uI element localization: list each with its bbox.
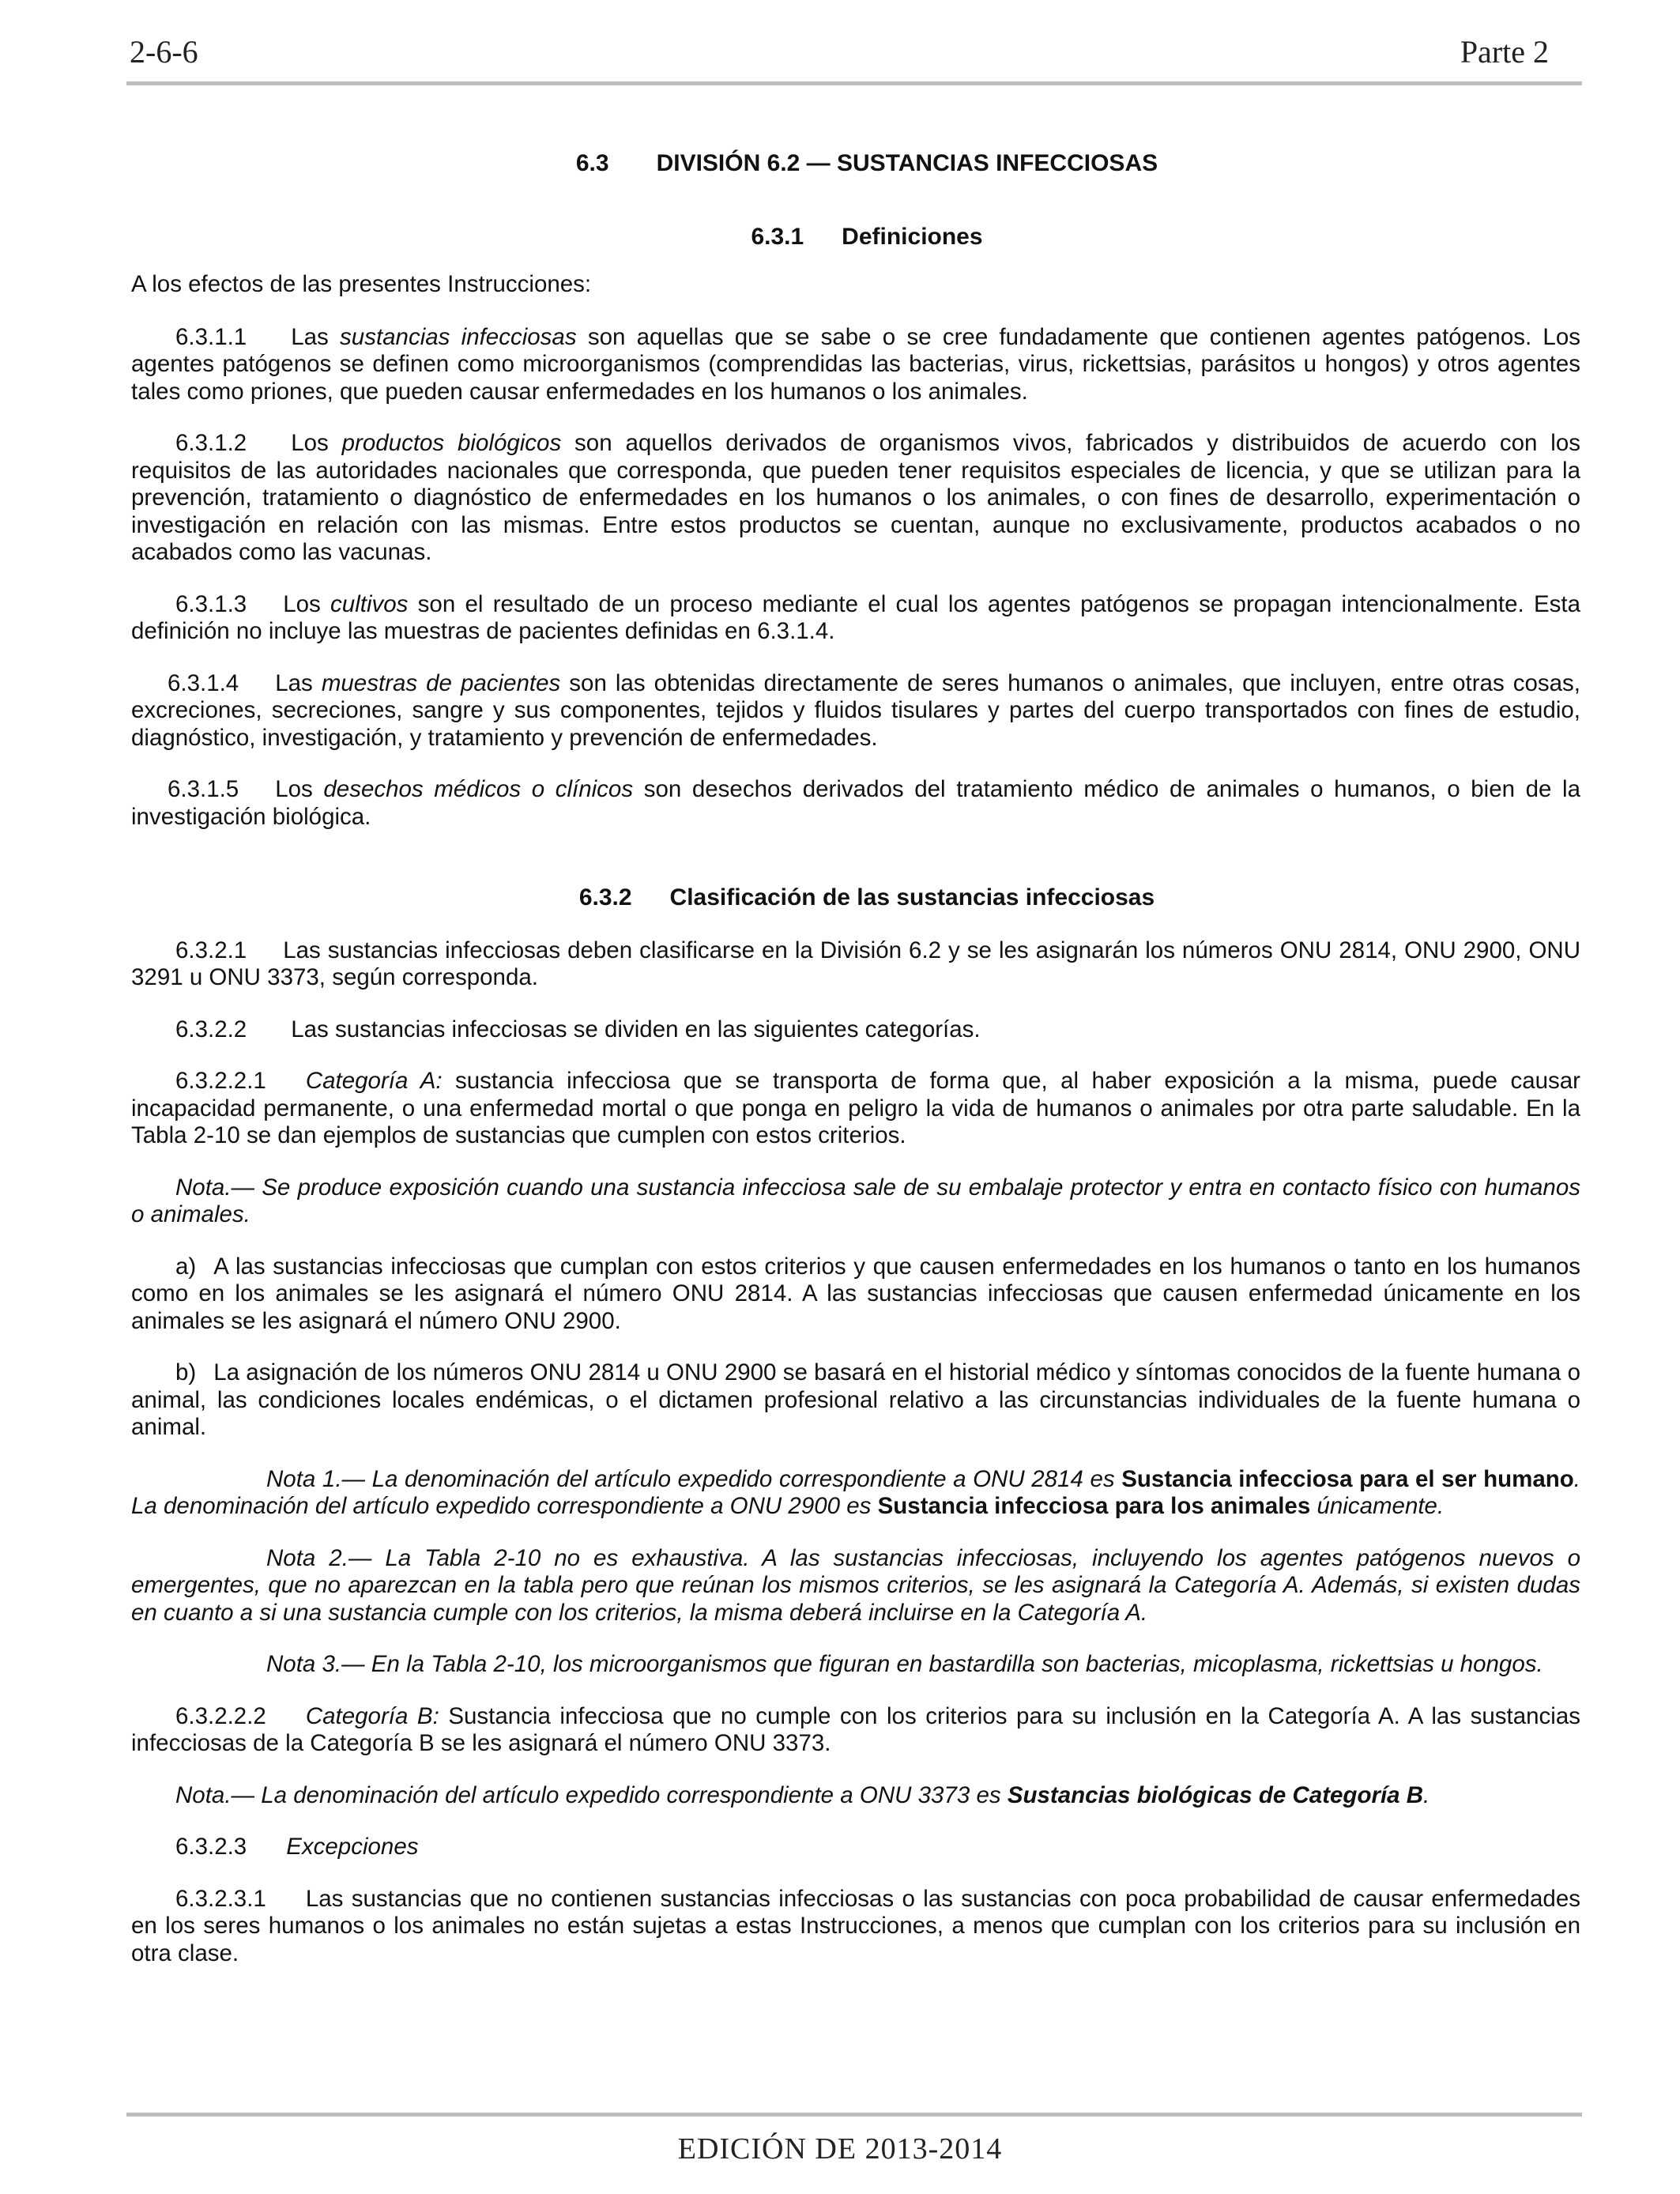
paragraph-number: 6.3.2.3.1 (175, 1885, 266, 1912)
note-3: Nota 3.— En la Tabla 2-10, los microorganismos que figuran en bastardilla son bacterias, micoplasma, rickettsias u hongos. (266, 1651, 1543, 1677)
defined-term: desechos médicos o clínicos (323, 776, 634, 802)
paragraph-text: son aquellos derivados de organismos vivos, fabricados y distribuidos de acuerdo con los requisitos de las autoridades nacionales que corresponda, que pueden tener requisitos especiales de licencia, y que se utilizan para la prevención, tratamiento o diagnóstico de enfermedades en los humanos o los animales, o con fines de desarrollo, experimentación o investigación en relación con las mismas. Entre estos productos se cuentan, aunque no exclusivamente, productos acabados o no acabados como las vacunas. (131, 430, 1580, 565)
paragraph-text: Las sustancias infecciosas deben clasificarse en la División 6.2 y se les asignarán los números ONU 2814, ONU 2900, ONU 3291 u ONU 3373, según corresponda. (131, 937, 1580, 990)
paragraph-text: Las sustancias infecciosas se dividen en las siguientes categorías. (291, 1016, 981, 1042)
paragraph-6-3-1-5 (131, 776, 1580, 831)
paragraph-number: 6.3.1.1 (175, 323, 247, 350)
note-category-b (131, 1782, 1580, 1810)
paragraph-number: 6.3.2.1 (175, 937, 247, 963)
paragraph-text: Sustancia infecciosa que no cumple con los criterios para su inclusión en la Categoría A. A las sustancias infecciosas de la Categoría B se les asignará el número ONU 3373. (131, 1702, 1580, 1756)
list-text: La asignación de los números ONU 2814 u ONU 2900 se basará en el historial médico y síntomas conocidos de la fuente humana o animal, las condiciones locales endémicas, o el dictamen profesional relativo a las circunstancias individuales de la fuente humana o animal. (131, 1359, 1580, 1440)
list-item-a (131, 1253, 1580, 1336)
paragraph-number: 6.3.1.5 (168, 776, 239, 802)
paragraph-6-3-1-2 (131, 430, 1580, 567)
note-text: . La denominación del artículo expedido correspondiente a ONU 2900 es (131, 1465, 1580, 1519)
note-text: únicamente. (1310, 1493, 1445, 1519)
paragraph-6-3-2-2-2 (131, 1703, 1580, 1758)
paragraph-number: 6.3.2.2.2 (175, 1702, 266, 1729)
paragraph-number: 6.3.2.2 (175, 1016, 247, 1042)
paragraph-6-3-2-2 (131, 1016, 1580, 1044)
subsection-number: 6.3.2 (578, 884, 632, 910)
intro-paragraph: A los efectos de las presentes Instrucciones: (131, 271, 592, 297)
paragraph-number: 6.3.1.4 (168, 669, 239, 696)
paragraph-6-3-1-1 (131, 324, 1580, 406)
paragraph-text: Las sustancias que no contienen sustancias infecciosas o las sustancias con poca probabilidad de causar enfermedades en los seres humanos o los animales no están sujetas a estas Instrucciones, a menos que cumplan con los criterios para su inclusión en otra clase. (131, 1885, 1580, 1966)
paragraph-6-3-2-3 (131, 1834, 1580, 1861)
paragraph-6-3-2-1 (131, 937, 1580, 992)
paragraph-6-3-1-4 (131, 670, 1580, 752)
subsection-number: 6.3.1 (751, 223, 804, 250)
header-rule (126, 81, 1582, 85)
defined-term: productos biológicos (341, 430, 562, 456)
paragraph-number: 6.3.1.3 (175, 590, 247, 617)
shipping-name: Sustancia infecciosa para el ser humano (1121, 1465, 1574, 1492)
section-heading (131, 150, 1580, 178)
paragraph-text: Las (275, 669, 322, 696)
paragraph-text: son el resultado de un proceso mediante el cual los agentes patógenos se propagan intencionalmente. Esta definición no incluye las muestras de pacientes definidas en 6.3.1.4. (131, 590, 1580, 644)
note-text: Nota 1.— La denominación del artículo expedido correspondiente a ONU 2814 es (266, 1465, 1122, 1492)
document-body (131, 142, 1580, 1967)
paragraph-text: son aquellas que se sabe o se cree fundadamente que contienen agentes patógenos. Los agentes patógenos se definen como microorganismos (comprendidas las bacterias, virus, rickettsias, parásitos u hongos) y otros agentes tales como priones, que pueden causar enfermedades en los humanos o los animales. (131, 323, 1580, 405)
note-text: Nota.— La denominación del artículo expedido correspondiente a ONU 3373 es (175, 1781, 1008, 1808)
paragraph-text: son desechos derivados del tratamiento médico de animales o humanos, o bien de la investigación biológica. (131, 776, 1581, 830)
paragraph-6-3-2-3-1 (131, 1886, 1580, 1968)
paragraph-text: sustancia infecciosa que se transporta de forma que, al haber exposición a la misma, puede causar incapacidad permanente, o una enfermedad mortal o que ponga en peligro la vida de humanos o animales por otra parte saludable. En la Tabla 2-10 se dan ejemplos de sustancias que cumplen con estos criterios. (131, 1068, 1580, 1148)
footer-rule (126, 2113, 1582, 2117)
paragraph-text: Los (275, 776, 324, 802)
subsection-title: Clasificación de las sustancias infecciosas (669, 884, 1155, 910)
note-exposure: Nota.— Se produce exposición cuando una sustancia infecciosa sale de su embalaje protector y entra en contacto físico con humanos o animales. (131, 1174, 1580, 1227)
subsection-heading-classification (131, 884, 1580, 912)
defined-term: muestras de pacientes (321, 669, 561, 696)
paragraph-number: 6.3.2.2.1 (175, 1068, 266, 1094)
section-title: DIVISIÓN 6.2 — SUSTANCIAS INFECCIOSAS (656, 150, 1158, 176)
shipping-name: Sustancia infecciosa para los animales (877, 1493, 1311, 1519)
paragraph-number: 6.3.1.2 (175, 430, 247, 456)
paragraph-text: Las (291, 323, 341, 350)
note-1 (131, 1466, 1580, 1521)
paragraph-text: Los (283, 590, 331, 617)
list-text: A las sustancias infecciosas que cumplan con estos criterios y que causen enfermedades en los humanos o tanto en los humanos como en los animales se les asignará el número ONU 2814. A las sustancias infecciosas que causen enfermedad únicamente en los animales se les asignará el número ONU 2900. (131, 1253, 1580, 1334)
paragraph-6-3-2-2-1 (131, 1068, 1580, 1150)
list-label: a) (175, 1253, 197, 1280)
category-term: Categoría A: (305, 1068, 443, 1094)
part-label: Parte 2 (1460, 34, 1549, 70)
subsection-heading-definitions (131, 224, 1580, 251)
category-term: Categoría B: (305, 1702, 439, 1729)
defined-term: cultivos (330, 590, 409, 617)
list-label: b) (175, 1359, 197, 1385)
note-text: . (1423, 1781, 1430, 1808)
shipping-name: Sustancias biológicas de Categoría B (1007, 1781, 1424, 1808)
defined-term: sustancias infecciosas (340, 323, 577, 350)
paragraph-text: son las obtenidas directamente de seres humanos o animales, que incluyen, entre otras cosas, excreciones, secreciones, sangre y sus componentes, tejidos y fluidos tisulares y partes del cuerpo transportados con fines de estudio, diagnóstico, investigación, y tratamiento y prevención de enfermedades. (131, 669, 1580, 751)
edition-footer: EDICIÓN DE 2013-2014 (677, 2132, 1003, 2166)
list-item-b (131, 1359, 1580, 1442)
page-number: 2-6-6 (130, 34, 198, 70)
paragraph-6-3-1-3 (131, 591, 1580, 646)
paragraph-title: Excepciones (286, 1834, 419, 1860)
section-number: 6.3 (575, 150, 609, 176)
paragraph-text: Los (291, 430, 342, 456)
note-2: Nota 2.— La Tabla 2-10 no es exhaustiva. A las sustancias infecciosas, incluyendo los agentes patógenos nuevos o emergentes, que no aparezcan en la tabla pero que reúnan los mismos criterios, se les asignará la Categoría A. Además, si existen dudas en cuanto a si una sustancia cumple con los criterios, la misma deberá incluirse en la Categoría A. (131, 1544, 1580, 1626)
paragraph-number: 6.3.2.3 (175, 1834, 247, 1860)
subsection-title: Definiciones (842, 223, 983, 250)
